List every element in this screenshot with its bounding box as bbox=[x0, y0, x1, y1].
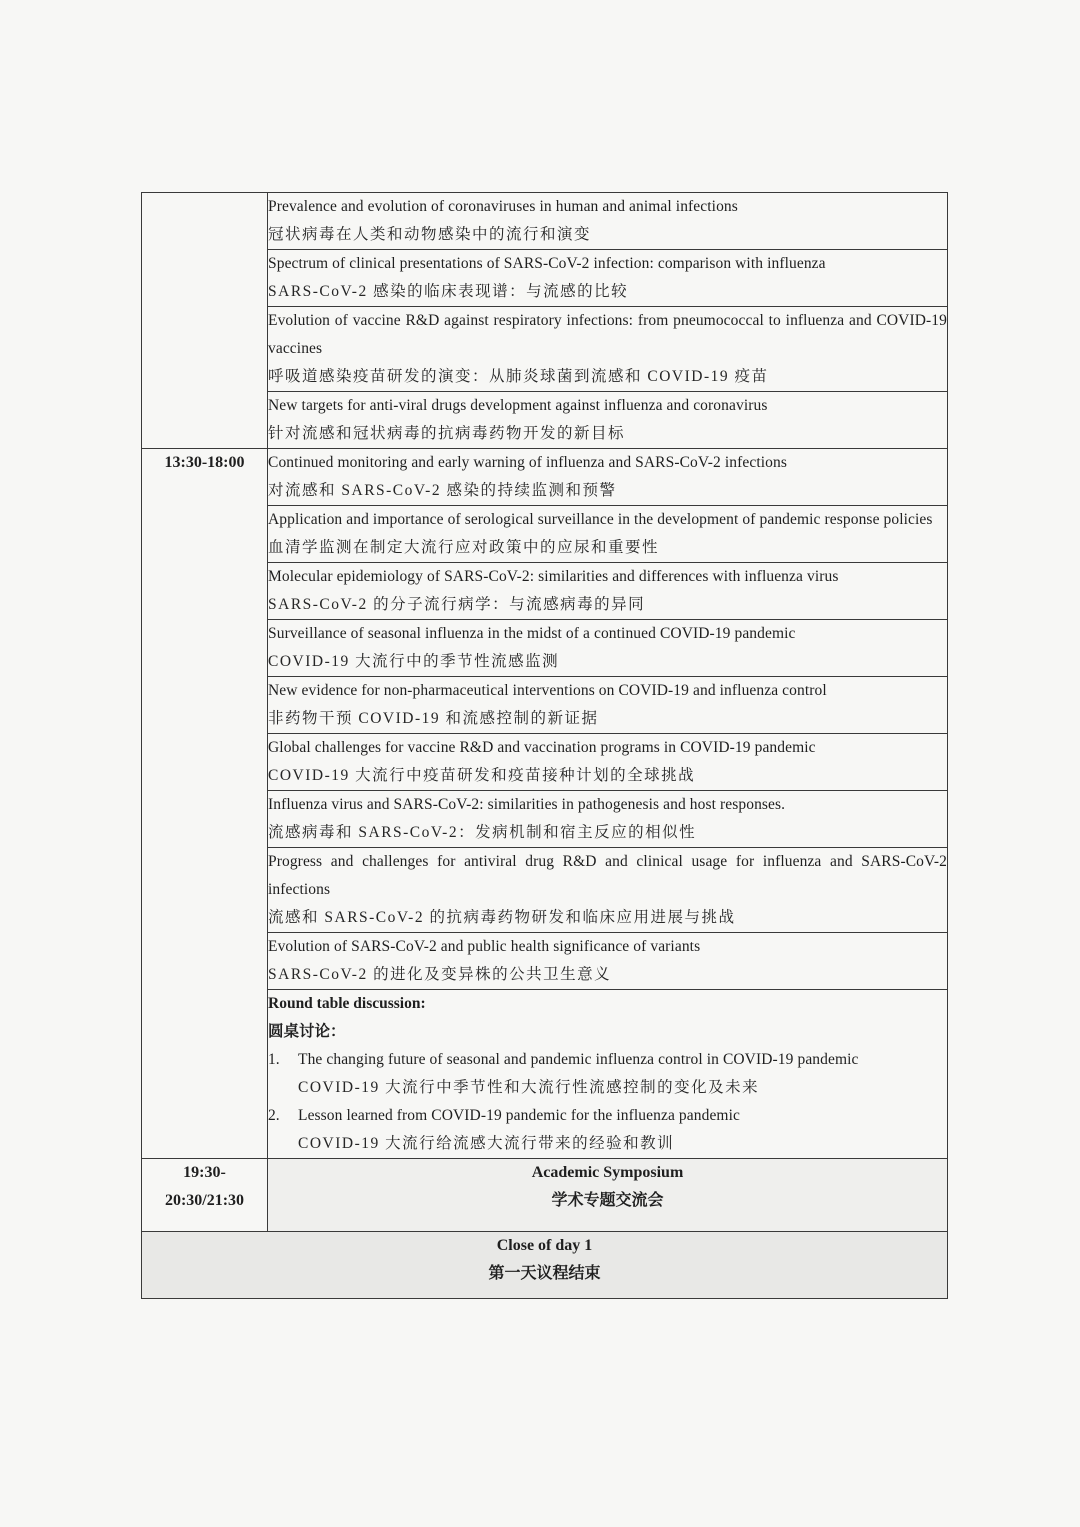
session-title-zh: SARS-CoV-2 感染的临床表现谱：与流感的比较 bbox=[268, 283, 629, 300]
session-title-zh: 针对流感和冠状病毒的抗病毒药物开发的新目标 bbox=[268, 425, 626, 442]
session-title-en: Prevalence and evolution of coronaviruses in human and animal infections bbox=[268, 198, 738, 215]
session-title-zh: 血清学监测在制定大流行应对政策中的应尿和重要性 bbox=[268, 539, 660, 556]
close-row bbox=[142, 1232, 948, 1299]
round-table-item-body bbox=[298, 1046, 859, 1102]
round-table-item-body bbox=[298, 1102, 740, 1158]
session-row bbox=[142, 193, 948, 250]
session-topic bbox=[268, 250, 948, 307]
session-topic bbox=[268, 677, 948, 734]
session-title-en: Molecular epidemiology of SARS-CoV-2: similarities and differences with influenza virus bbox=[268, 568, 839, 585]
session-title-zh: 流感病毒和 SARS-CoV-2：发病机制和宿主反应的相似性 bbox=[268, 824, 697, 841]
agenda-table bbox=[141, 192, 948, 1299]
evening-session bbox=[268, 1159, 948, 1232]
session-topic bbox=[268, 193, 948, 250]
session-title-en: Spectrum of clinical presentations of SARS-CoV-2 infection: comparison with influenza bbox=[268, 255, 826, 272]
session-title-zh: SARS-CoV-2 的进化及变异株的公共卫生意义 bbox=[268, 966, 612, 983]
round-table-title-zh: 圆桌讨论： bbox=[268, 1023, 346, 1040]
round-table-cell bbox=[268, 990, 948, 1159]
session-title-en: Evolution of vaccine R&D against respiratory infections: from pneumococcal to influenza and COVID-19 vaccines bbox=[268, 312, 947, 357]
session-title-en: Surveillance of seasonal influenza in the midst of a continued COVID-19 pandemic bbox=[268, 625, 796, 642]
session-title-en: New evidence for non-pharmaceutical interventions on COVID-19 and influenza control bbox=[268, 682, 827, 699]
session-title-zh: 冠状病毒在人类和动物感染中的流行和演变 bbox=[268, 226, 592, 243]
agenda-body bbox=[142, 193, 948, 1299]
round-table-item-en: The changing future of seasonal and pandemic influenza control in COVID-19 pandemic bbox=[298, 1051, 859, 1068]
round-table-item-zh: COVID-19 大流行中季节性和大流行性流感控制的变化及未来 bbox=[298, 1079, 760, 1096]
session-row bbox=[142, 449, 948, 506]
close-of-day bbox=[142, 1232, 948, 1299]
session-title-zh: COVID-19 大流行中疫苗研发和疫苗接种计划的全球挑战 bbox=[268, 767, 696, 784]
round-table-item-zh: COVID-19 大流行给流感大流行带来的经验和教训 bbox=[298, 1135, 675, 1152]
session-title-en: Application and importance of serological surveillance in the development of pandemic response policies bbox=[268, 511, 933, 528]
session-title-zh: 流感和 SARS-CoV-2 的抗病毒药物研发和临床应用进展与挑战 bbox=[268, 909, 736, 926]
time-slot-label-line1: 19:30- bbox=[183, 1164, 226, 1181]
session-title-en: Progress and challenges for antiviral drug R&D and clinical usage for influenza and SARS-CoV-2 infections bbox=[268, 853, 947, 898]
time-slot-label-line2: 20:30/21:30 bbox=[164, 1192, 245, 1209]
round-table-item-en: Lesson learned from COVID-19 pandemic for the influenza pandemic bbox=[298, 1107, 740, 1124]
session-title-en: Global challenges for vaccine R&D and vaccination programs in COVID-19 pandemic bbox=[268, 739, 816, 756]
time-slot bbox=[142, 1159, 268, 1232]
round-table-item-number: 2. bbox=[268, 1107, 280, 1124]
session-topic bbox=[268, 449, 948, 506]
round-table-item bbox=[268, 1102, 947, 1158]
session-topic bbox=[268, 620, 948, 677]
time-slot-label: 13:30-18:00 bbox=[164, 454, 245, 471]
session-topic bbox=[268, 506, 948, 563]
session-title-en: Evolution of SARS-CoV-2 and public health significance of variants bbox=[268, 938, 701, 955]
session-topic bbox=[268, 848, 948, 933]
close-title-zh: 第一天议程结束 bbox=[488, 1265, 601, 1282]
session-topic bbox=[268, 563, 948, 620]
session-title-en: New targets for anti-viral drugs development against influenza and coronavirus bbox=[268, 397, 768, 414]
session-topic bbox=[268, 791, 948, 848]
time-slot bbox=[142, 449, 268, 1159]
evening-row bbox=[142, 1159, 948, 1232]
evening-title-zh: 学术专题交流会 bbox=[551, 1192, 664, 1209]
session-title-zh: 呼吸道感染疫苗研发的演变：从肺炎球菌到流感和 COVID-19 疫苗 bbox=[268, 368, 769, 385]
round-table-item-number: 1. bbox=[268, 1051, 280, 1068]
close-title-en: Close of day 1 bbox=[496, 1237, 593, 1254]
session-title-zh: 对流感和 SARS-CoV-2 感染的持续监测和预警 bbox=[268, 482, 617, 499]
session-title-zh: 非药物干预 COVID-19 和流感控制的新证据 bbox=[268, 710, 599, 727]
session-topic bbox=[268, 392, 948, 449]
time-slot bbox=[142, 193, 268, 449]
session-title-en: Influenza virus and SARS-CoV-2: similarities in pathogenesis and host responses. bbox=[268, 796, 786, 813]
session-topic bbox=[268, 933, 948, 990]
session-title-en: Continued monitoring and early warning of influenza and SARS-CoV-2 infections bbox=[268, 454, 787, 471]
round-table-title-en: Round table discussion: bbox=[268, 995, 426, 1012]
evening-title-en: Academic Symposium bbox=[531, 1164, 684, 1181]
session-title-zh: SARS-CoV-2 的分子流行病学：与流感病毒的异同 bbox=[268, 596, 646, 613]
session-topic bbox=[268, 734, 948, 791]
round-table-item bbox=[268, 1046, 947, 1102]
session-topic bbox=[268, 307, 948, 392]
session-title-zh: COVID-19 大流行中的季节性流感监测 bbox=[268, 653, 560, 670]
